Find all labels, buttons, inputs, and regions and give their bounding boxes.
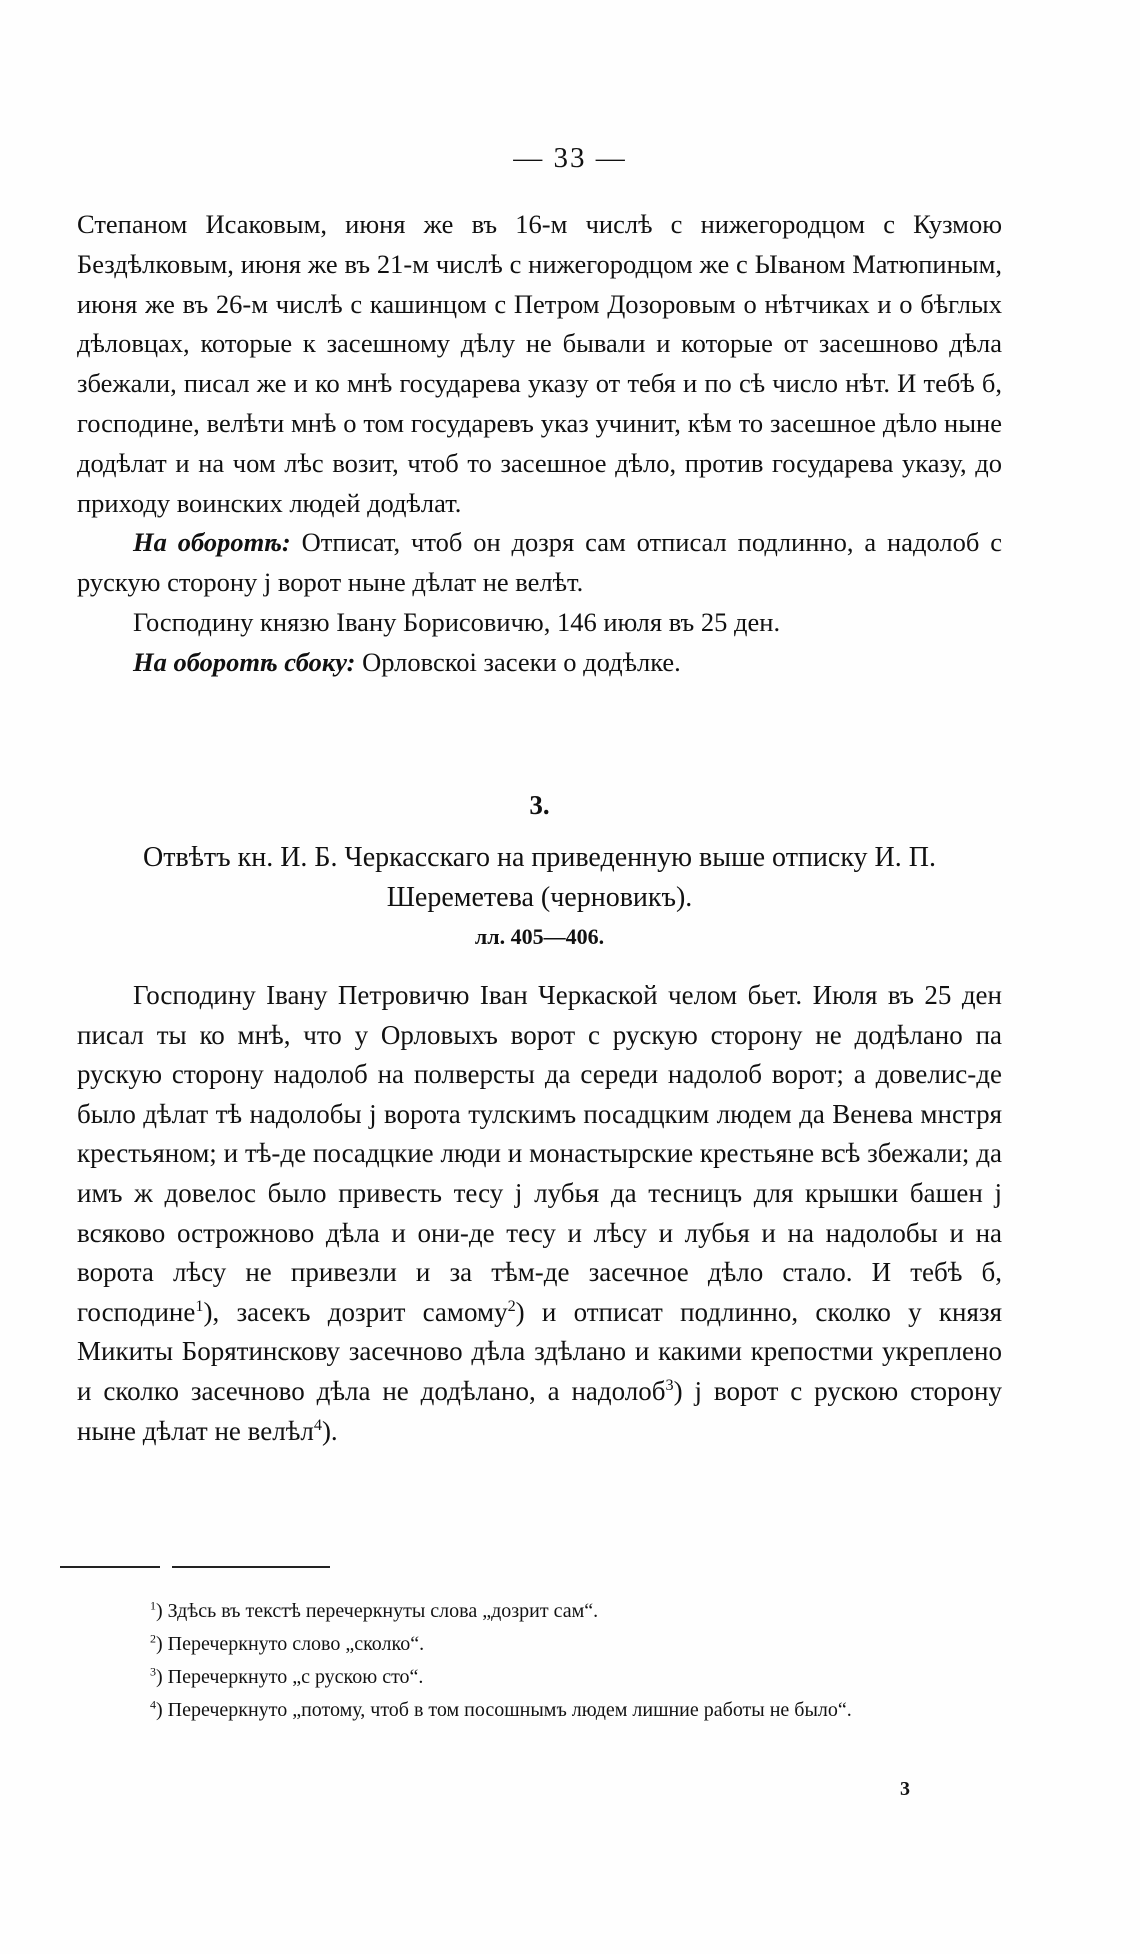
reverse-label: На оборотѣ: <box>133 527 291 558</box>
section-title-block <box>77 838 1002 950</box>
reply-text-part-4: ) ј ворот с рускою сторону ныне дѣлат не велѣл <box>77 1375 1003 1446</box>
footnote-mark: 1 <box>150 1598 156 1613</box>
footnote-mark: 3 <box>150 1664 156 1679</box>
footnote-1 <box>60 1595 1002 1628</box>
paragraph-side-note <box>77 643 1002 683</box>
footnote-text: ) Перечеркнуто „с рускою сто“. <box>156 1666 424 1688</box>
footnote-ref-4: 4 <box>313 1415 322 1434</box>
section-heading <box>77 790 1002 821</box>
paragraph-reverse-note <box>77 523 1002 603</box>
footnote-text: ) Перечеркнуто слово „сколко“. <box>156 1633 425 1655</box>
reply-paragraph <box>77 976 1002 1451</box>
folio-reference: лл. 405—406. <box>474 924 605 949</box>
reverse-note-text: Отписат, чтоб он дозря сам отписал подлинно, а надолоб с рускую сторону ј ворот ныне дѣлат не велѣт. <box>77 527 1002 598</box>
signature-mark: 3 <box>900 1778 910 1800</box>
side-label: На оборотѣ сбоку: <box>133 646 356 677</box>
footnote-mark: 2 <box>150 1631 156 1646</box>
footnotes <box>60 1595 1002 1727</box>
footnote-ref-2: 2 <box>507 1296 516 1315</box>
letter-text-block <box>77 205 1002 683</box>
footnote-divider-right <box>172 1566 330 1568</box>
reply-text-part-3: ) и отписат подлинно, сколко у князя Микиты Борятинскову засечново дѣла здѣлано и какими крепостми укреплено и сколко засечново дѣла не додѣлано, а надолоб <box>77 1296 1002 1406</box>
section-number: 3. <box>529 790 550 820</box>
footnote-ref-1: 1 <box>195 1296 204 1315</box>
footnote-text: ) Здѣсь въ текстѣ перечеркнуты слова „дозрит сам“. <box>156 1600 599 1622</box>
footnote-text: ) Перечеркнуто „потому, чтоб в том посошнымъ людем лишние работы не было“. <box>156 1699 852 1721</box>
section-title-line-1: Отвѣтъ кн. И. Б. Черкасскаго на приведенную выше отписку И. П. <box>143 842 936 873</box>
footnote-mark: 4 <box>150 1697 156 1712</box>
paragraph-continuation: Степаном Исаковым, июня же въ 16-м числѣ с нижегородцом с Кузмою Бездѣлковым, июня же въ 21-м числѣ с нижегородцом же с Ываном Матюпиным, июня же въ 26-м числѣ с кашинцом с Петром Дозоровым о нѣтчиках и о бѣглых дѣловцах, которые к засешному дѣлу не бывали и которые от засешново дѣла збежали, писал же и ко мнѣ государева указу от тебя и по сѣ число нѣт. И тебѣ б, господине, велѣти мнѣ о том государевъ указ учинит, кѣм то засешное дѣло ныне додѣлат и на чом лѣс возит, чтоб то засешное дѣло, против государева указу, до приходу воинских людей додѣлат. <box>77 209 1002 518</box>
reply-text-part-2: ), засекъ дозрит самому <box>203 1296 508 1327</box>
footnote-divider-left <box>60 1566 160 1568</box>
reply-text-part-5: ). <box>321 1415 338 1446</box>
reply-text-block <box>77 976 1002 1451</box>
footnote-3 <box>60 1661 1002 1694</box>
footnote-4 <box>60 1694 1002 1727</box>
paragraph-address: Господину князю Івану Борисовичю, 146 июля въ 25 ден. <box>133 606 781 637</box>
footnote-ref-3: 3 <box>665 1375 674 1394</box>
footnote-2 <box>60 1628 1002 1661</box>
reply-text-part-1: Господину Івану Петровичю Іван Черкаской челом бьет. Июля въ 25 ден писал ты ко мнѣ, что у Орловыхъ ворот с рускую сторону не додѣлано па рускую сторону надолоб на полверсты да середи надолоб ворот; а довелис-де было дѣлат тѣ надолобы ј ворота тулскимъ посадцким людем да Венева мнстря крестьяном; и тѣ-де посадцкие люди и монастырские крестьяне всѣ збежали; да имъ ж довелос было привесть тесу ј лубья да тесницъ для крышки башен ј всяково острожново дѣла и они-де тесу и лѣсу и лубья и на надолобы и на ворота лѣсу не привезли и за тѣм-де засечное дѣло стало. И тебѣ б, господине <box>77 980 1002 1327</box>
side-note-text: Орловскоі засеки о додѣлке. <box>355 646 681 677</box>
section-title-line-2: Шереметева (черновикъ). <box>386 882 693 913</box>
page-number: — 33 — <box>513 142 627 174</box>
